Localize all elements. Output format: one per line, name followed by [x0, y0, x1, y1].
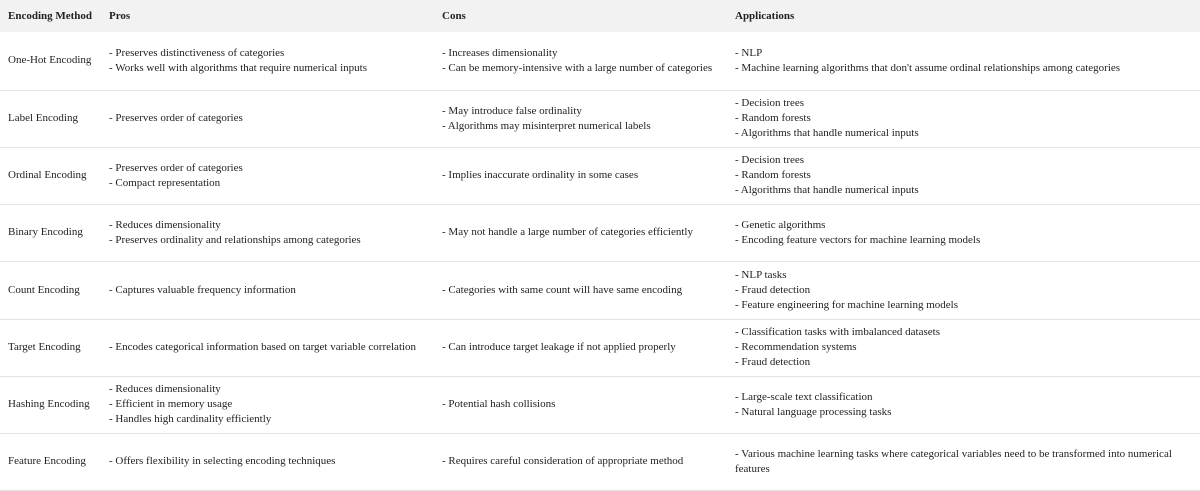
applications-cell [727, 376, 1200, 433]
cons-cell [434, 204, 727, 261]
table-row [0, 319, 1200, 376]
application-line: - Feature engineering for machine learning models [735, 298, 958, 311]
table-row [0, 261, 1200, 319]
application-line: - Fraud detection [735, 283, 811, 296]
pros-line: - Preserves ordinality and relationships among categories [109, 233, 361, 246]
application-line: - Natural language processing tasks [735, 405, 892, 418]
table-row [0, 147, 1200, 204]
header-encoding-method: Encoding Method [0, 0, 101, 32]
encoding-method-cell: Binary Encoding [0, 204, 101, 261]
pros-line: - Offers flexibility in selecting encoding techniques [109, 455, 336, 467]
header-cons: Cons [434, 0, 727, 32]
header-applications: Applications [727, 0, 1200, 32]
application-line: - Machine learning algorithms that don't assume ordinal relationships among categories [735, 61, 1121, 74]
pros-cell [101, 261, 434, 319]
encoding-method-cell: Feature Encoding [0, 433, 101, 490]
cons-line: - Categories with same count will have same encoding [442, 283, 683, 296]
pros-line: - Preserves distinctiveness of categories [109, 46, 285, 59]
cons-cell [434, 32, 727, 90]
pros-line: - Encodes categorical information based on target variable correlation [109, 341, 417, 353]
pros-line: - Reduces dimensionality [109, 383, 221, 395]
application-line: - Random forests [735, 169, 811, 181]
cons-line: - May not handle a large number of categories efficiently [442, 226, 693, 238]
encoding-method-cell: Hashing Encoding [0, 376, 101, 433]
pros-cell [101, 147, 434, 204]
cons-cell [434, 433, 727, 490]
application-line: - NLP tasks [735, 268, 787, 281]
pros-line: - Captures valuable frequency information [109, 283, 296, 296]
pros-cell [101, 433, 434, 490]
applications-cell [727, 433, 1200, 490]
cons-cell [434, 261, 727, 319]
applications-cell [727, 147, 1200, 204]
cons-line: - Potential hash collisions [442, 398, 556, 410]
cons-line: - May introduce false ordinality [442, 104, 582, 117]
cons-cell [434, 147, 727, 204]
table-row [0, 376, 1200, 433]
applications-cell [727, 32, 1200, 90]
applications-cell [727, 90, 1200, 147]
cons-line: - Can be memory-intensive with a large number of categories [442, 61, 713, 74]
pros-line: - Compact representation [109, 176, 221, 189]
application-line: - Recommendation systems [735, 341, 857, 353]
application-line: - NLP [735, 46, 763, 59]
cons-line: - Implies inaccurate ordinality in some cases [442, 169, 639, 181]
application-line: - Random forests [735, 112, 811, 124]
pros-cell [101, 204, 434, 261]
application-line: - Large-scale text classification [735, 390, 873, 403]
application-line: - Decision trees [735, 154, 805, 166]
pros-line: - Reduces dimensionality [109, 218, 221, 231]
pros-line: - Works well with algorithms that require numerical inputs [109, 61, 367, 74]
table-row [0, 32, 1200, 90]
application-line: - Genetic algorithms [735, 218, 826, 231]
cons-cell [434, 319, 727, 376]
table-body [0, 32, 1200, 490]
cons-cell [434, 90, 727, 147]
pros-line: - Efficient in memory usage [109, 398, 233, 410]
encoding-method-cell: One-Hot Encoding [0, 32, 101, 90]
application-line: - Encoding feature vectors for machine learning models [735, 233, 981, 246]
encoding-method-cell: Label Encoding [0, 90, 101, 147]
pros-line: - Preserves order of categories [109, 112, 243, 124]
cons-line: - Can introduce target leakage if not applied properly [442, 341, 676, 353]
application-line: - Algorithms that handle numerical inputs [735, 127, 919, 139]
cons-line: - Algorithms may misinterpret numerical labels [442, 119, 651, 132]
pros-line: - Preserves order of categories [109, 161, 243, 174]
pros-cell [101, 90, 434, 147]
table-row [0, 90, 1200, 147]
table-header-row [0, 0, 1200, 32]
application-line: - Decision trees [735, 97, 805, 109]
encoding-method-cell: Target Encoding [0, 319, 101, 376]
cons-cell [434, 376, 727, 433]
applications-cell [727, 204, 1200, 261]
table-row [0, 204, 1200, 261]
pros-line: - Handles high cardinality efficiently [109, 413, 272, 425]
cons-line: - Increases dimensionality [442, 46, 558, 59]
encoding-method-cell: Count Encoding [0, 261, 101, 319]
encoding-method-cell: Ordinal Encoding [0, 147, 101, 204]
applications-cell [727, 261, 1200, 319]
pros-cell [101, 376, 434, 433]
cons-line: - Requires careful consideration of appropriate method [442, 455, 684, 467]
pros-cell [101, 319, 434, 376]
applications-cell [727, 319, 1200, 376]
application-line: - Fraud detection [735, 356, 811, 368]
table-row [0, 433, 1200, 490]
application-line: - Classification tasks with imbalanced datasets [735, 326, 940, 338]
application-line: - Various machine learning tasks where categorical variables need to be transformed into numerical features [735, 447, 1172, 475]
pros-cell [101, 32, 434, 90]
application-line: - Algorithms that handle numerical inputs [735, 184, 919, 196]
header-pros: Pros [101, 0, 434, 32]
